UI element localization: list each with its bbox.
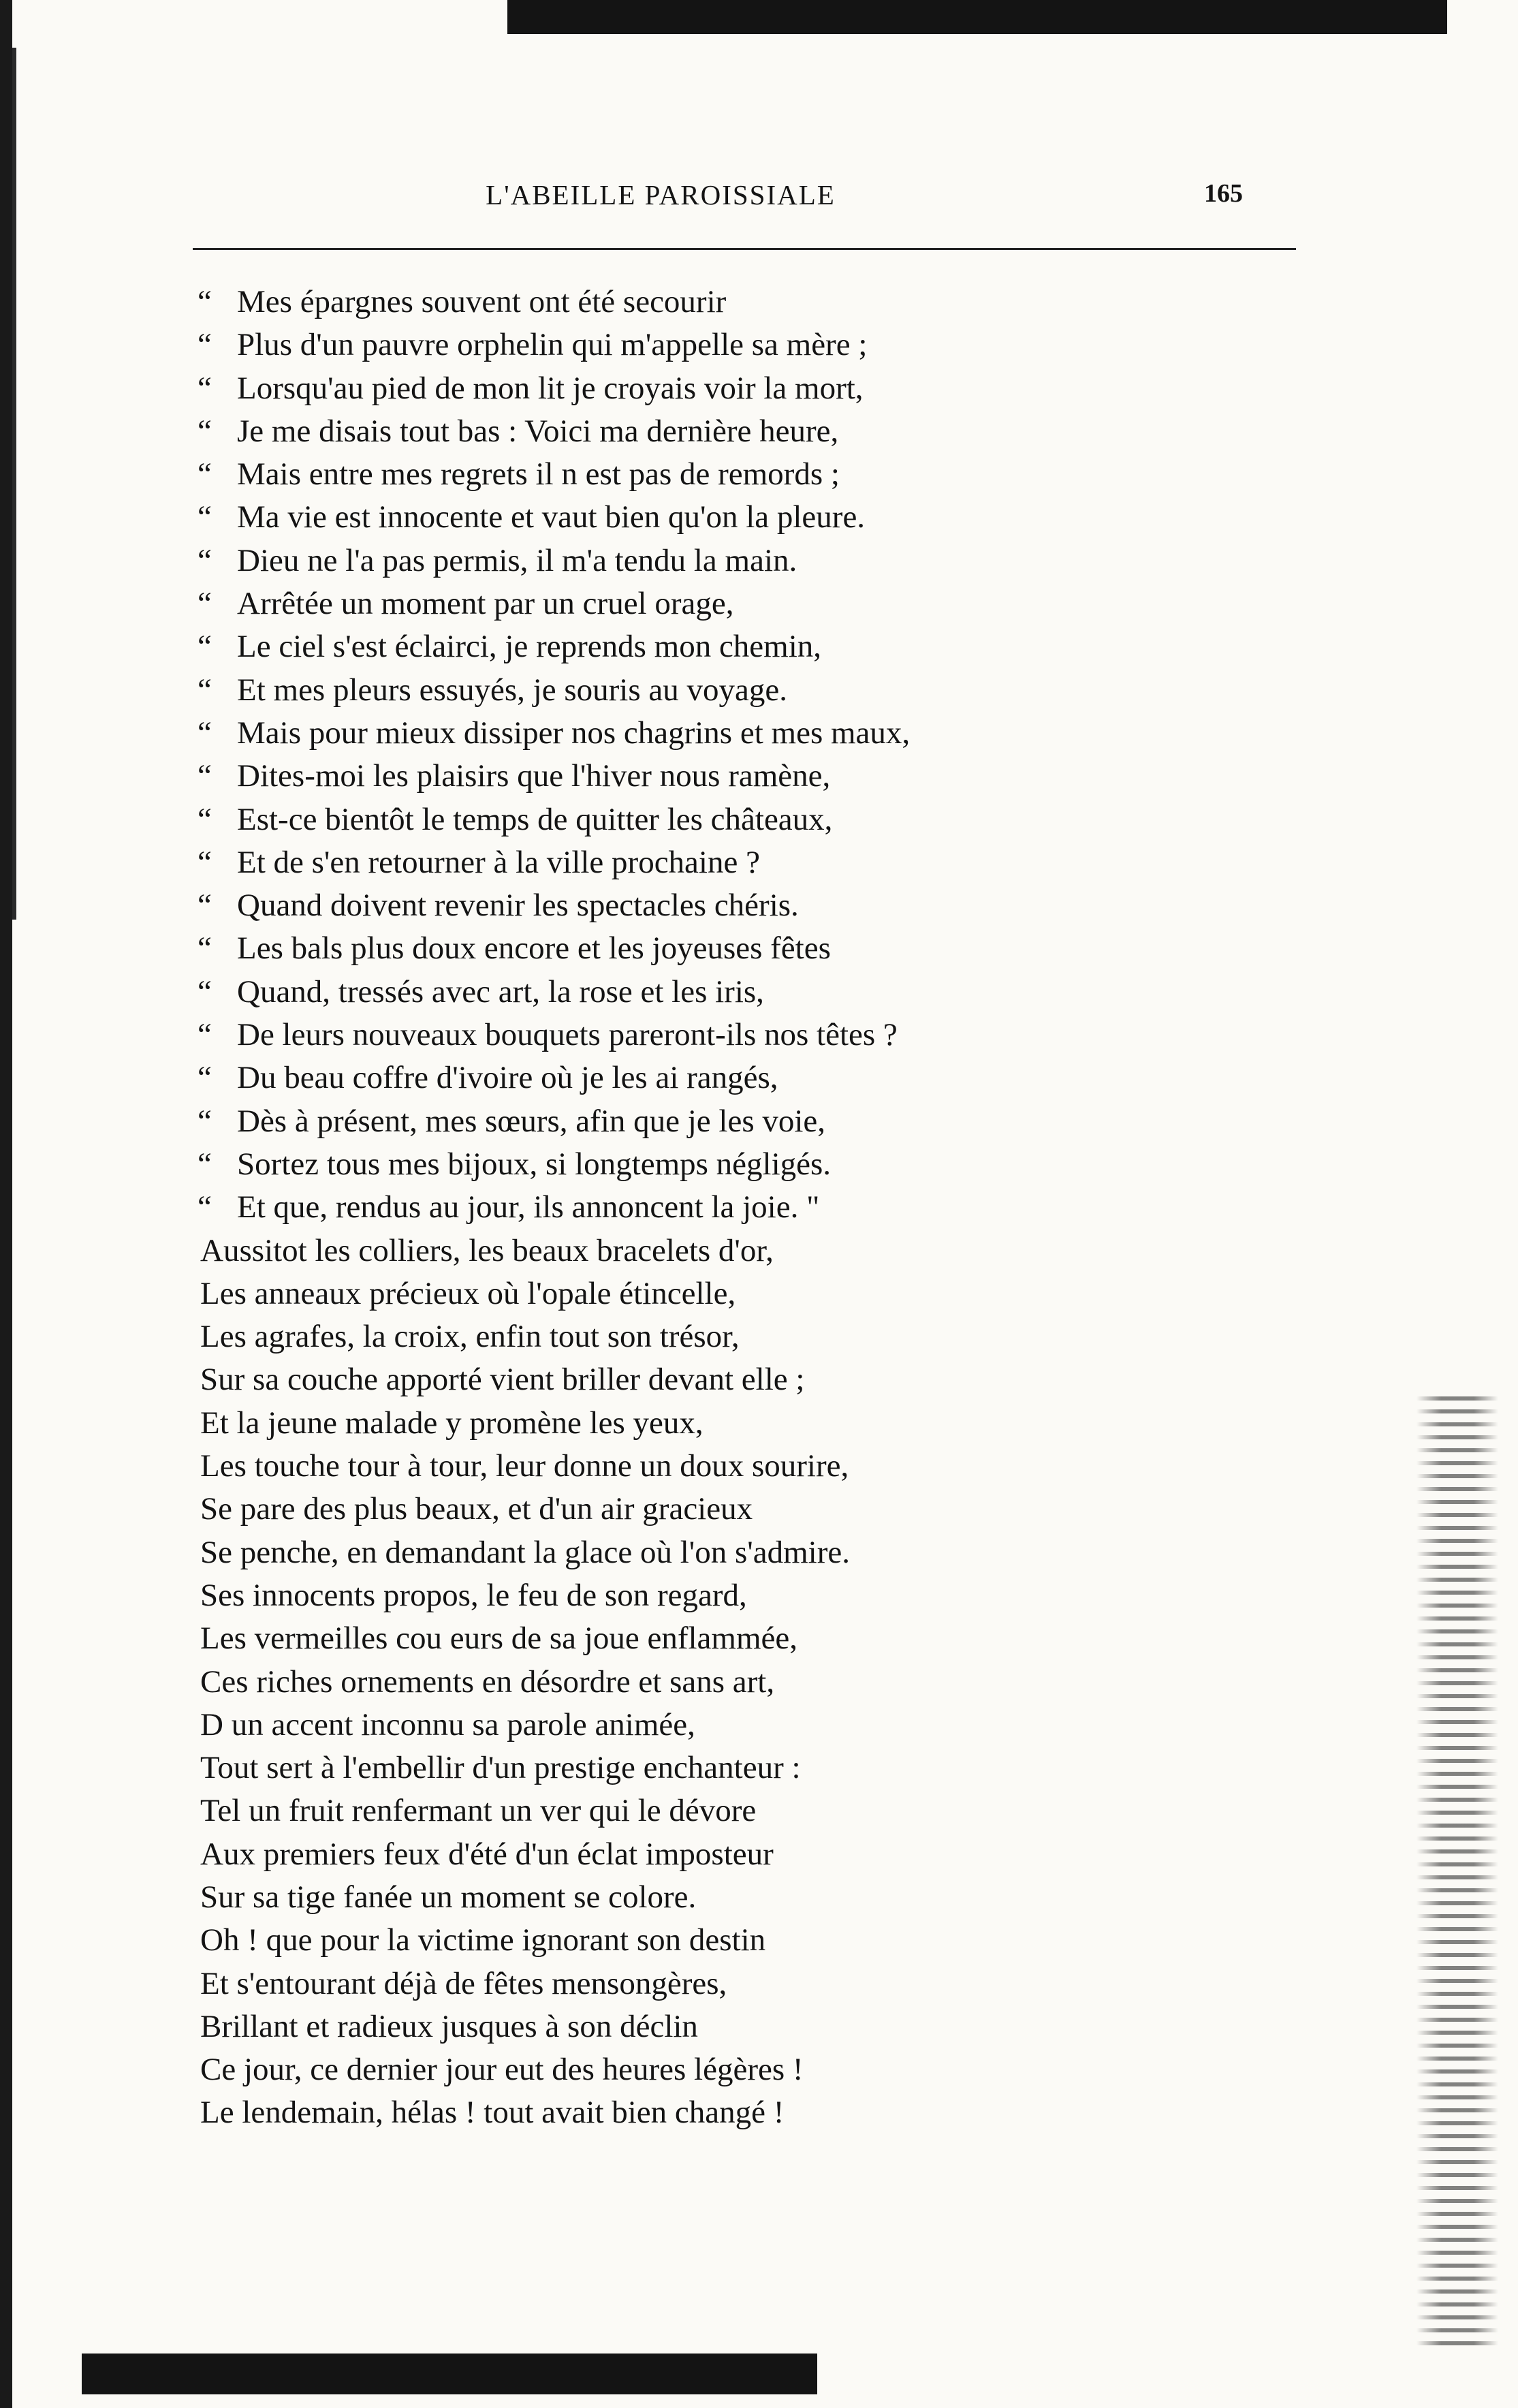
poem-line-text: Ma vie est innocente et vaut bien qu'on la pleure. bbox=[237, 499, 866, 535]
quote-mark: “ bbox=[197, 715, 212, 751]
quote-mark: “ bbox=[197, 542, 212, 578]
poem-line: Ses innocents propos, le feu de son regard, bbox=[200, 1577, 747, 1613]
quote-mark: “ bbox=[197, 456, 212, 492]
poem-line: Brillant et radieux jusques à son déclin bbox=[200, 2008, 698, 2044]
poem-line: Tout sert à l'embellir d'un prestige enchanteur : bbox=[200, 1750, 801, 1786]
page-number: 165 bbox=[1204, 179, 1243, 208]
poem-line: Les touche tour à tour, leur donne un doux sourire, bbox=[200, 1448, 849, 1484]
poem-line-quoted bbox=[197, 798, 1301, 841]
poem-line-text: Le ciel s'est éclairci, je reprends mon chemin, bbox=[237, 629, 822, 665]
poem-line-text: Dieu ne l'a pas permis, il m'a tendu la main. bbox=[237, 542, 797, 578]
poem-line-quoted bbox=[197, 971, 1301, 1014]
poem-line-quoted bbox=[197, 281, 1301, 324]
poem-line-quoted bbox=[197, 1014, 1301, 1057]
poem-line: Aussitot les colliers, les beaux bracelets d'or, bbox=[200, 1232, 774, 1268]
poem-line-text: Mes épargnes souvent ont été secourir bbox=[237, 284, 727, 319]
poem-line-quoted bbox=[197, 1143, 1301, 1186]
poem-line-quoted bbox=[197, 927, 1301, 970]
quote-mark: “ bbox=[197, 672, 212, 708]
poem-line-quoted bbox=[197, 540, 1301, 582]
poem-line-quoted bbox=[197, 1186, 1301, 1229]
scan-left-edge bbox=[0, 0, 12, 2408]
poem-line-quoted bbox=[197, 669, 1301, 712]
quote-mark: “ bbox=[197, 888, 212, 924]
poem-line-text: Quand doivent revenir les spectacles chéris. bbox=[237, 888, 799, 924]
poem-line: Les vermeilles cou eurs de sa joue enflammée, bbox=[200, 1621, 797, 1657]
poem-line-text: Lorsqu'au pied de mon lit je croyais voir la mort, bbox=[237, 370, 864, 406]
poem-line-quoted bbox=[197, 410, 1301, 453]
quote-mark: “ bbox=[197, 801, 212, 837]
header-rule bbox=[193, 248, 1296, 250]
poem-line-quoted bbox=[197, 712, 1301, 755]
poem-line: Le lendemain, hélas ! tout avait bien changé ! bbox=[200, 2095, 785, 2131]
quote-mark: “ bbox=[197, 413, 212, 449]
poem-line: Les anneaux précieux où l'opale étincelle, bbox=[200, 1275, 736, 1311]
scan-top-border-thin bbox=[507, 30, 1325, 33]
poem-line-text: Et mes pleurs essuyés, je souris au voyage. bbox=[237, 672, 787, 708]
poem-line-quoted bbox=[197, 582, 1301, 625]
poem-line-text: Du beau coffre d'ivoire où je les ai rangés, bbox=[237, 1060, 778, 1096]
quote-mark: “ bbox=[197, 844, 212, 880]
quote-mark: “ bbox=[197, 1017, 212, 1053]
quote-mark: “ bbox=[197, 931, 212, 967]
poem-line-quoted bbox=[197, 1057, 1301, 1099]
poem-line-quoted bbox=[197, 324, 1301, 366]
poem-line-text: Mais entre mes regrets il n est pas de remords ; bbox=[237, 456, 840, 492]
poem-line: Sur sa couche apporté vient briller devant elle ; bbox=[200, 1362, 805, 1398]
poem-line: Sur sa tige fanée un moment se colore. bbox=[200, 1879, 697, 1915]
poem-line-text: Est-ce bientôt le temps de quitter les châteaux, bbox=[237, 801, 833, 837]
quote-mark: “ bbox=[197, 327, 212, 363]
quote-mark: “ bbox=[197, 370, 212, 406]
poem-line-text: Dites-moi les plaisirs que l'hiver nous ramène, bbox=[237, 758, 831, 794]
poem-line-text: Mais pour mieux dissiper nos chagrins et mes maux, bbox=[237, 715, 911, 751]
poem-line-quoted bbox=[197, 841, 1301, 884]
scan-edge-noise bbox=[1417, 1396, 1498, 2350]
poem-line: Et s'entourant déjà de fêtes mensongères, bbox=[200, 1965, 727, 2001]
scan-top-border bbox=[507, 0, 1447, 34]
poem-line-quoted bbox=[197, 884, 1301, 927]
poem-line: Se pare des plus beaux, et d'un air gracieux bbox=[200, 1491, 753, 1527]
poem-line: Tel un fruit renfermant un ver qui le dévore bbox=[200, 1793, 757, 1829]
poem-line: Se penche, en demandant la glace où l'on s'admire. bbox=[200, 1534, 850, 1570]
poem-line-text: Sortez tous mes bijoux, si longtemps négligés. bbox=[237, 1146, 832, 1182]
poem-line-quoted bbox=[197, 625, 1301, 668]
quote-mark: “ bbox=[197, 499, 212, 535]
poem-line-text: Quand, tressés avec art, la rose et les iris, bbox=[237, 973, 764, 1010]
poem-body bbox=[197, 281, 1301, 2135]
poem-line-text: Et que, rendus au jour, ils annoncent la joie. " bbox=[237, 1189, 820, 1225]
poem-line-quoted bbox=[197, 453, 1301, 496]
quote-mark: “ bbox=[197, 1103, 212, 1139]
quote-mark: “ bbox=[197, 1189, 212, 1225]
poem-line-text: Plus d'un pauvre orphelin qui m'appelle sa mère ; bbox=[237, 327, 868, 363]
scan-bottom-border bbox=[82, 2354, 817, 2394]
poem-line: Et la jeune malade y promène les yeux, bbox=[200, 1405, 703, 1441]
scan-left-shadow bbox=[12, 48, 16, 920]
poem-line-text: Dès à présent, mes sœurs, afin que je les voie, bbox=[237, 1103, 826, 1139]
poem-line-text: Arrêtée un moment par un cruel orage, bbox=[237, 586, 734, 622]
quote-mark: “ bbox=[197, 586, 212, 622]
quote-mark: “ bbox=[197, 1146, 212, 1182]
poem-line-quoted bbox=[197, 1100, 1301, 1143]
poem-line-quoted bbox=[197, 496, 1301, 539]
poem-line: Oh ! que pour la victime ignorant son destin bbox=[200, 1922, 766, 1958]
quote-mark: “ bbox=[197, 629, 212, 665]
poem-line: D un accent inconnu sa parole animée, bbox=[200, 1706, 695, 1742]
poem-line: Aux premiers feux d'été d'un éclat imposteur bbox=[200, 1836, 774, 1872]
quote-mark: “ bbox=[197, 758, 212, 794]
poem-line-text: De leurs nouveaux bouquets pareront-ils nos têtes ? bbox=[237, 1017, 898, 1053]
poem-line-quoted bbox=[197, 755, 1301, 798]
poem-line-text: Et de s'en retourner à la ville prochaine ? bbox=[237, 844, 760, 880]
poem-line-quoted bbox=[197, 367, 1301, 410]
poem-line-text: Je me disais tout bas : Voici ma dernière heure, bbox=[237, 413, 839, 449]
running-title: L'ABEILLE PAROISSIALE bbox=[486, 179, 836, 210]
poem-line: Ce jour, ce dernier jour eut des heures légères ! bbox=[200, 2052, 804, 2088]
poem-line: Les agrafes, la croix, enfin tout son trésor, bbox=[200, 1319, 740, 1355]
quote-mark: “ bbox=[197, 1060, 212, 1096]
poem-line: Ces riches ornements en désordre et sans art, bbox=[200, 1663, 775, 1700]
poem-line-text: Les bals plus doux encore et les joyeuses fêtes bbox=[237, 931, 831, 967]
quote-mark: “ bbox=[197, 973, 212, 1010]
quote-mark: “ bbox=[197, 284, 212, 319]
